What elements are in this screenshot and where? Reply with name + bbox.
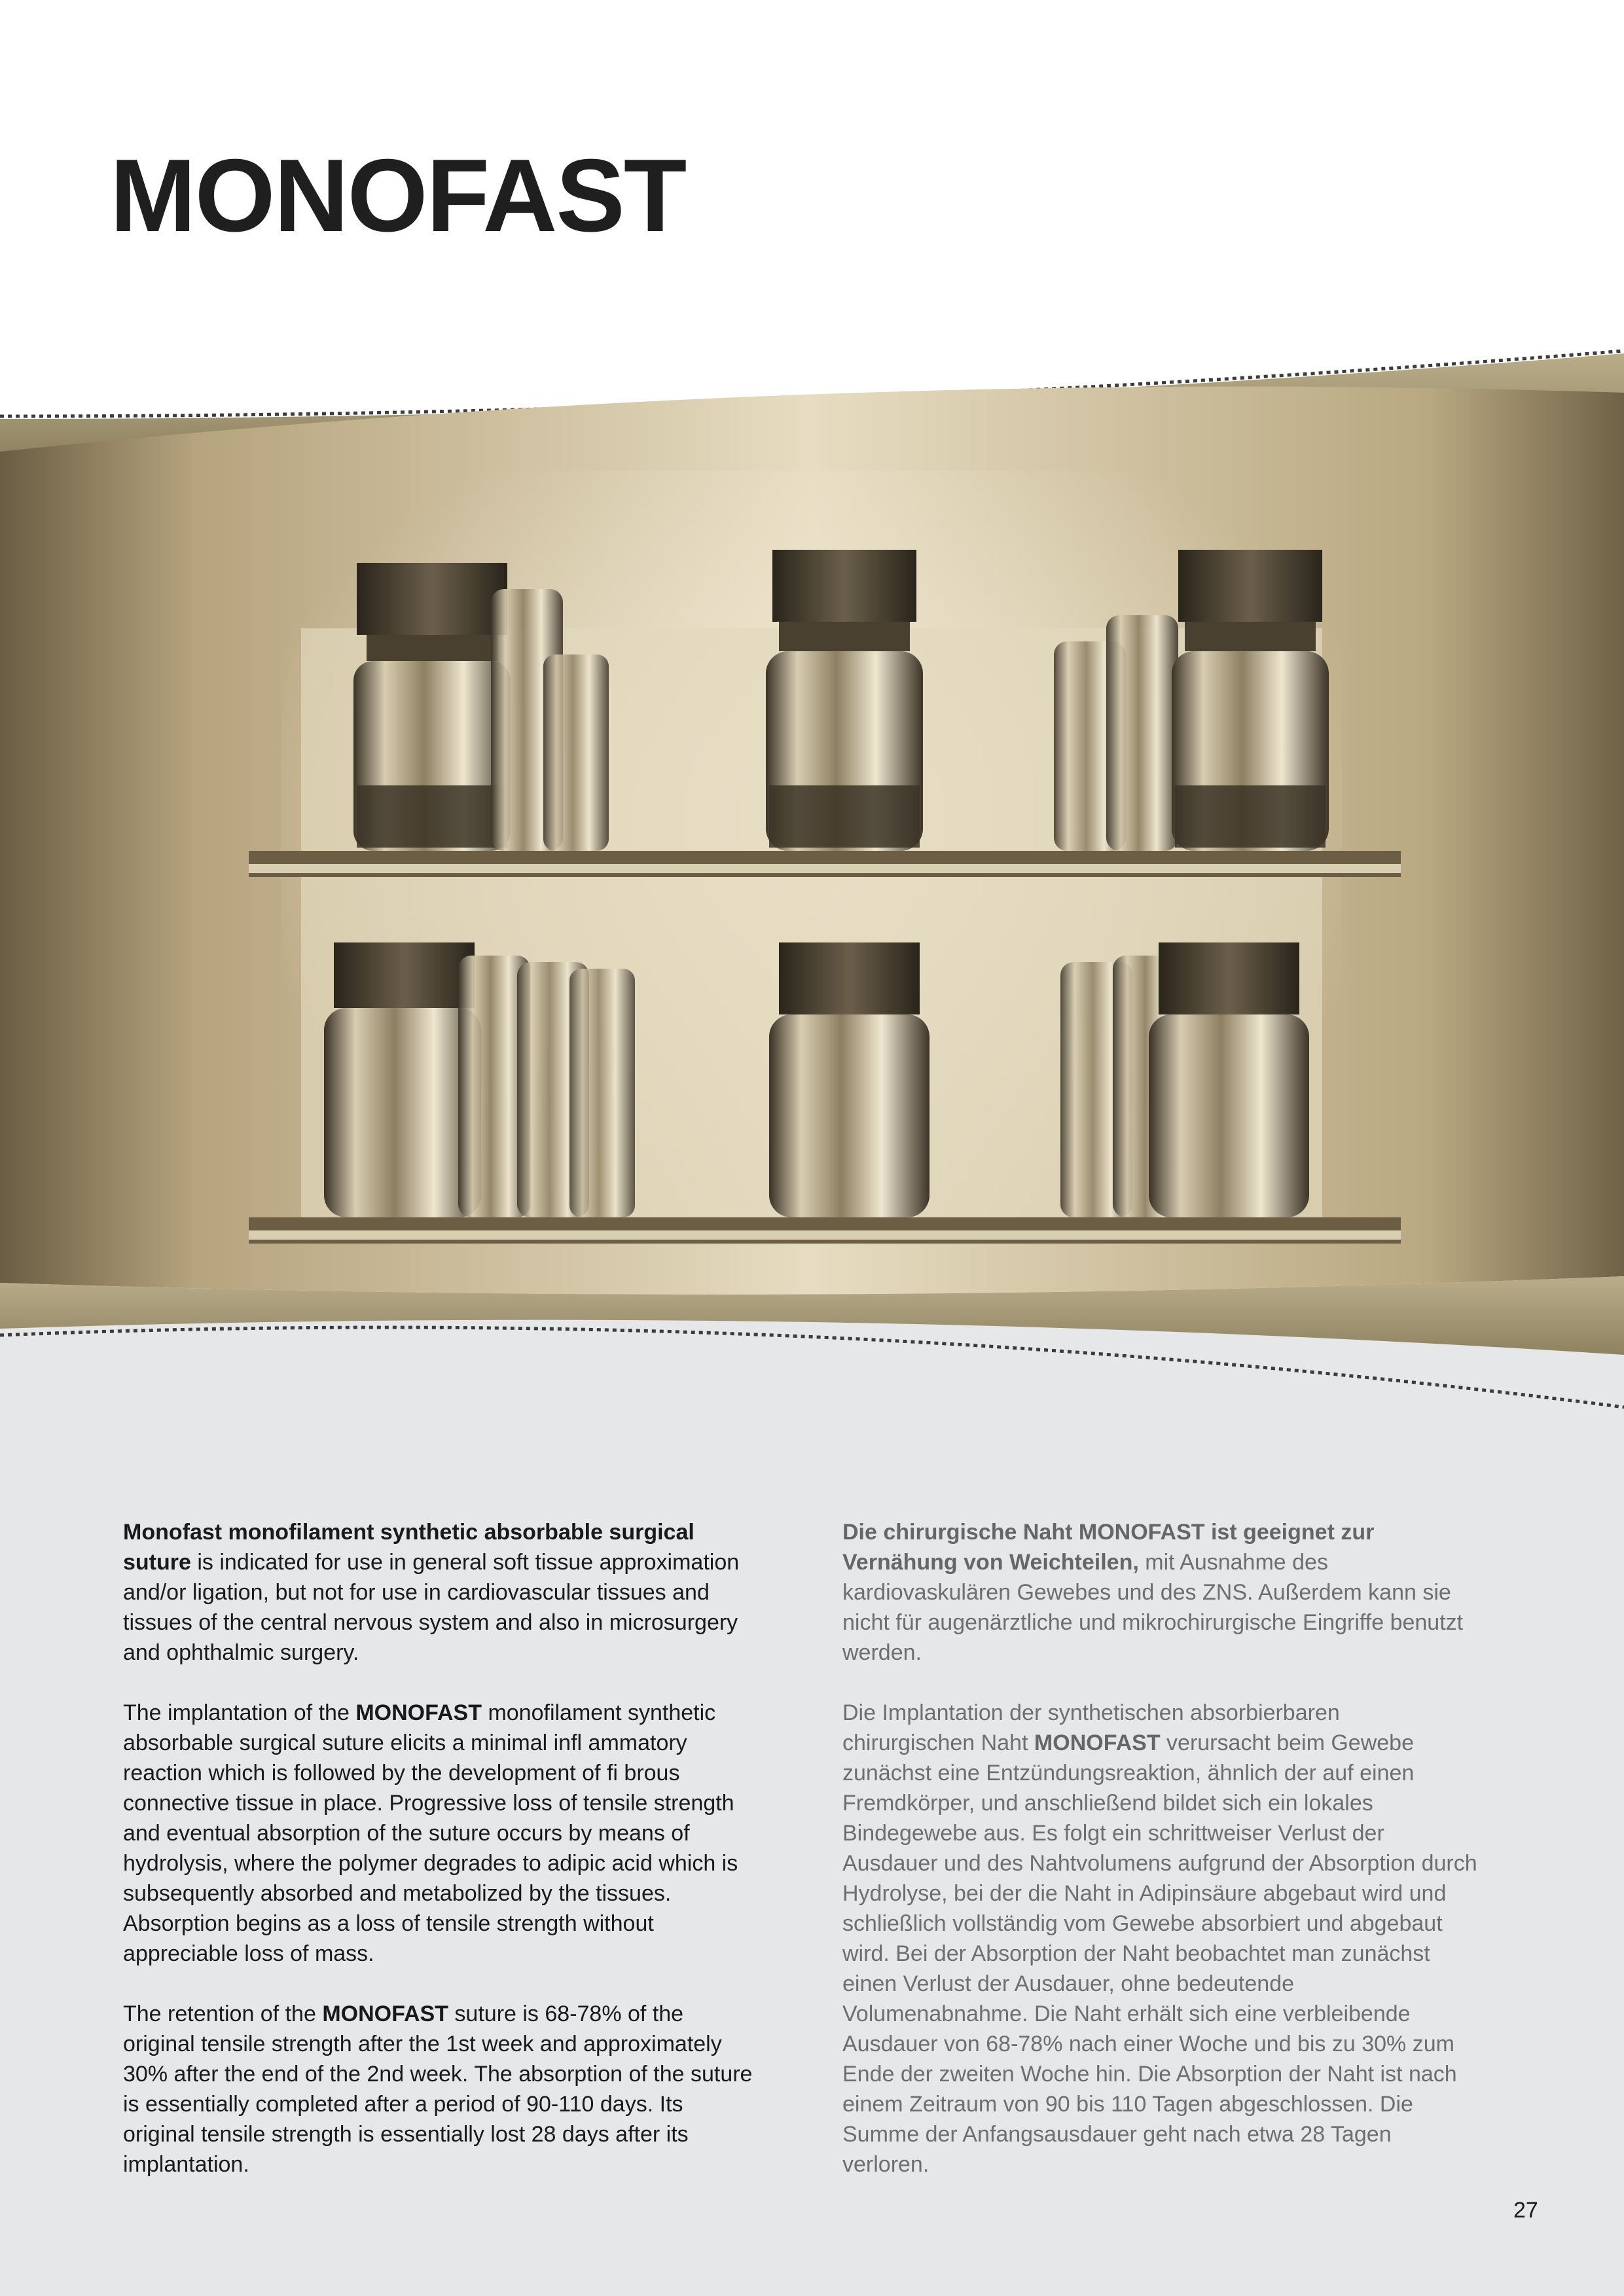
german-paragraph-2	[842, 1698, 1477, 2179]
english-paragraph-2	[123, 1698, 758, 1969]
english-p3-bold: MONOFAST	[322, 2001, 448, 2026]
english-p3-post: suture is 68-78% of the original tensile strength after the 1st week and approximately 30% after the end of the 2nd week. The absorption of the suture is essentially completed after a period of 90-110 days. Its original tensile strength is essentially lost 28 days after its implantation.	[123, 2001, 753, 2177]
english-p1-text: is indicated for use in general soft tissue approximation and/or ligation, but not for use in cardiovascular tissues and tissues of the central nervous system and also in microsurgery and ophthalmic surgery.	[123, 1550, 740, 1665]
german-text-column	[842, 1517, 1477, 2210]
page-number: 27	[1513, 2198, 1538, 2223]
english-p3-pre: The retention of the	[123, 2001, 323, 2026]
german-p1-bold: Die chirurgische Naht MONOFAST ist geeignet zur Vernähung von Weichteilen,	[842, 1520, 1375, 1575]
german-paragraph-1	[842, 1517, 1477, 1668]
lab-bottles-photo	[0, 367, 1624, 1309]
english-text-column	[123, 1517, 758, 2210]
german-p2-bold: MONOFAST	[1034, 1731, 1161, 1755]
english-p1-bold: Monofast monofilament synthetic absorbable surgical suture	[123, 1520, 695, 1575]
english-p2-bold: MONOFAST	[355, 1700, 482, 1725]
english-paragraph-1	[123, 1517, 758, 1668]
german-p1-text: mit Ausnahme des kardiovaskulären Gewebes und des ZNS. Außerdem kann sie nicht für augenärztliche und mikrochirurgische Eingriffe benutzt werden.	[842, 1550, 1464, 1665]
english-paragraph-3	[123, 1999, 758, 2179]
english-p2-pre: The implantation of the	[123, 1700, 356, 1725]
page-title: MONOFAST	[110, 138, 686, 253]
german-p2-pre: Die Implantation der synthetischen absorbierbaren chirurgischen Naht	[842, 1700, 1340, 1755]
german-p2-post: verursacht beim Gewebe zunächst eine Entzündungsreaktion, ähnlich der auf einen Fremdkörper, und anschließend bildet sich ein lokales Bindegewebe aus. Es folgt ein schrittweiser Verlust der Ausdauer und des Nahtvolumens aufgrund der Absorption durch Hydrolyse, bei der die Naht in Adipinsäure abgebaut wird und schließlich vollständig vom Gewebe absorbiert und abgebaut wird. Bei der Absorption der Naht beobachtet man zunächst einen Verlust der Ausdauer, ohne bedeutende Volumenabnahme. Die Naht erhält sich eine verbleibende Ausdauer von 68-78% nach einer Woche und bis zu 30% zum Ende der zweiten Woche hin. Die Absorption der Naht ist nach einem Zeitraum von 90 bis 110 Tagen abgeschlossen. Die Summe der Anfangsausdauer geht nach etwa 28 Tagen verloren.	[842, 1731, 1477, 2177]
english-p2-post: monofilament synthetic absorbable surgical suture elicits a minimal infl ammatory reaction which is followed by the development of fi brous connective tissue in place. Progressive loss of tensile strength and eventual absorption of the suture occurs by means of hydrolysis, where the polymer degrades to adipic acid which is subsequently absorbed and metabolized by the tissues. Absorption begins as a loss of tensile strength without appreciable loss of mass.	[123, 1700, 738, 1966]
